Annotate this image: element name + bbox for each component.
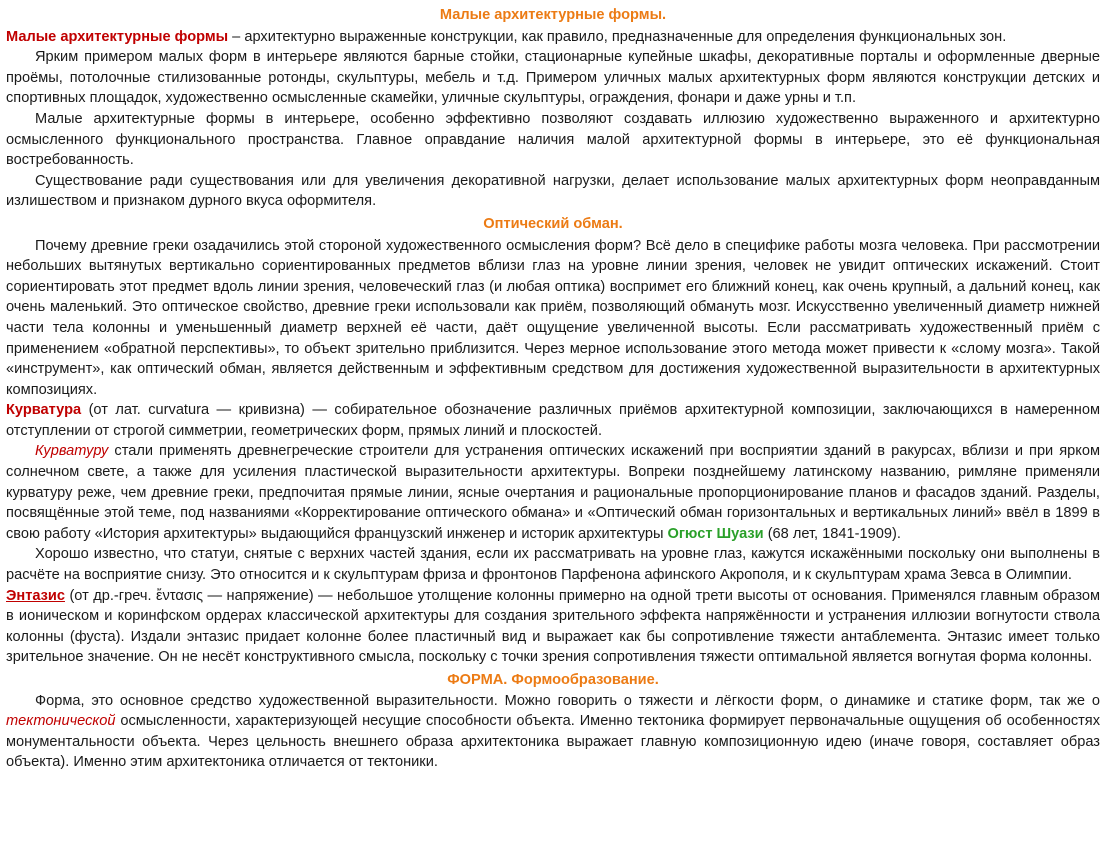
- history-text-end: (68 лет, 1841-1909).: [763, 525, 901, 542]
- term-small-architectural-forms: Малые архитектурные формы: [6, 28, 229, 45]
- form-text-start: Форма, это основное средство художественной выразительности. Можно говорить о тяжести и лёгкости форм, о динамике и статике форм, так же о: [35, 692, 1100, 709]
- section-title-optical-illusion: Оптический обман.: [483, 215, 623, 232]
- section-title-small-forms: Малые архитектурные формы.: [439, 7, 667, 23]
- paragraph-optical-illusion: Почему древние греки озадачились этой стороной художественного осмысления форм? Всё дело в специфике работы мозга человека. При рассмотрении небольших вытянутых вертикально сориентированных предметов вблизи глаз на уровне линии зрения, человек не увидит оптических искажений. Стоит сориентировать этот предмет вдоль линии зрения, человеческий глаз (и любая оптика) воспримет его ближний конец, как очень крупный, а дальний конец, как очень маленький. Это оптическое свойство, древние греки использовали как приём, позволяющий обмануть мозг. Искусственно увеличенный диаметр нижней части тела колонны и уменьшенный диаметр верхней её части, даёт ощущение увеличенной высоты. Если рассматривать художественный приём с применением «обратной перспективы», то объект зрительно приблизится. Через мерное использование этого метода может привести к «слому мозга». Такой «инструмент», как оптический обман, является действенным и эффективным средством для достижения художественной выразительности в архитектурных композициях.: [6, 237, 1100, 398]
- definition-text: (от лат. curvatura — кривизна) — собирательное обозначение различных приёмов архитектурной композиции, заключающихся в намеренном отступлении от строгой симметрии, геометрических форм, прямых линий и плоскостей.: [6, 402, 1100, 439]
- definition-text: (от др.-греч. ἔντασις — напряжение) — небольшое утолщение колонны примерно на одной трети высоты от основания. Применялся главным образом в ионическом и коринфском ордерах классической архитектуры для создания зрительного эффекта напряжённости и устранения иллюзии вогнутости ствола колонны (фуста). Издали энтазис придает колонне более пластичный вид и выражает как бы сопротивление тяжести антаблемента. Энтазис имеет только зрительное значение. Он не несёт конструктивного смысла, поскольку с точки зрения сопротивления тяжести оптимальной является вогнутая форма колонны.: [6, 587, 1100, 666]
- paragraph-form: [6, 691, 1100, 773]
- paragraph-entasis-definition: [6, 586, 1100, 668]
- paragraph-statues: Хорошо известно, что статуи, снятые с верхних частей здания, если их рассматривать на уровне глаз, кажутся искажёнными поскольку они выполнены в расчёте на восприятие снизу. Это относится и к скульптурам фриза и фронтонов Парфенона афинского Акрополя, и к скульптурам храма Зевса в Олимпии.: [6, 546, 1100, 584]
- term-tectonic: тектонической: [6, 713, 116, 730]
- paragraph-curvature-definition: [6, 400, 1100, 441]
- form-text-end: осмысленности, характеризующей несущие способности объекта. Именно тектоника формирует первоначальные ощущения об особенностях монументальности объекта. Через цельность внешнего образа архитектоника выражает главную композиционную идею (иначе говоря, составляет образ объекта). Именно этим архитектоника отличается от тектоники.: [6, 713, 1100, 771]
- paragraph-small-forms-interior: Малые архитектурные формы в интерьере, особенно эффективно позволяют создавать иллюзию художественно выраженного и архитектурно осмысленного функционального пространства. Главное оправдание наличия малой архитектурной формы в интерьере, это её функциональная востребованность.: [6, 110, 1100, 169]
- section-title-form: ФОРМА. Формообразование.: [447, 672, 659, 688]
- term-entasis: Энтазис: [6, 587, 65, 604]
- paragraph-small-forms-excess: Существование ради существования или для увеличения декоративной нагрузки, делает использование малых архитектурных форм неоправданным излишеством и признаком дурного вкуса оформителя.: [6, 172, 1100, 210]
- definition-text: – архитектурно выраженные конструкции, как правило, предназначенные для определения функциональных зон.: [228, 28, 1007, 45]
- term-curvature-italic: Курватуру: [35, 443, 109, 460]
- paragraph-small-forms-examples: Ярким примером малых форм в интерьере являются барные стойки, стационарные купейные шкафы, декоративные порталы и оформленные дверные проёмы, потолочные стилизованные ротонды, скульптуры, мебель и т.д. Примером уличных малых архитектурных форм являются конструкции детских и спортивных площадок, художественно осмысленные скамейки, уличные скульптуры, ограждения, фонари и даже урны и т.п.: [6, 49, 1100, 107]
- name-auguste-choisy: Огюст Шуази: [667, 525, 764, 542]
- paragraph-small-forms-definition: [6, 27, 1100, 48]
- history-text: стали применять древнегреческие строители для устранения оптических искажений при восприятии зданий в ракурсах, вблизи и при ярком солнечном свете, а также для усиления пластической выразительности архитектуры. Вопреки позднейшему латинскому названию, римляне применяли курватуру реже, чем древние греки, предпочитая прямые линии, ясные очертания и рациональные пропорционирование планов и фасадов зданий. Разделы, посвящённые этой теме, под названиями «Корректирование оптического обмана» и «Оптический обман горизонтальных и вертикальных линий» ввёл в 1899 в свою работу «История архитектуры» выдающийся французский инженер и историк архитектуры: [6, 443, 1100, 542]
- term-curvature: Курватура: [6, 402, 82, 419]
- paragraph-curvature-history: [6, 441, 1100, 544]
